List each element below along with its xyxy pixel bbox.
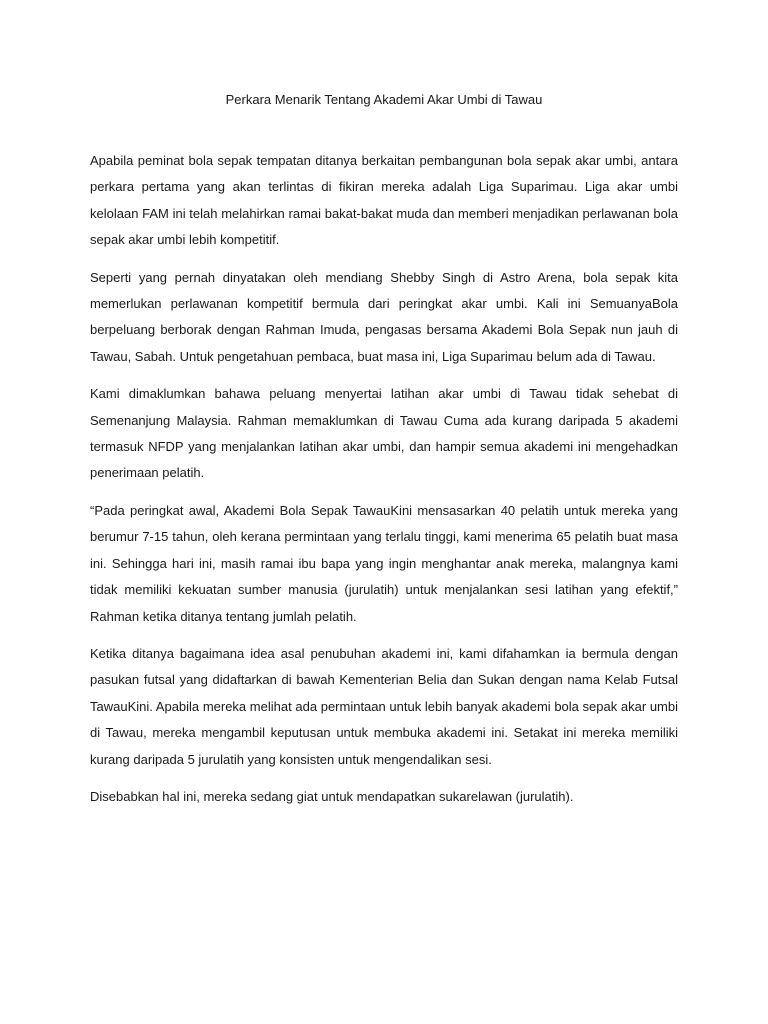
paragraph-1: Apabila peminat bola sepak tempatan ditanya berkaitan pembangunan bola sepak akar umbi, antara perkara pertama yang akan terlintas di fikiran mereka adalah Liga Suparimau. Liga akar umbi kelolaan FAM ini telah melahirkan ramai bakat-bakat muda dan memberi menjadikan perlawanan bola sepak akar umbi lebih kompetitif. — [90, 153, 678, 248]
document-title: Perkara Menarik Tentang Akademi Akar Umbi di Tawau — [225, 92, 543, 107]
paragraph-3: Kami dimaklumkan bahawa peluang menyertai latihan akar umbi di Tawau tidak sehebat di Semenanjung Malaysia. Rahman memaklumkan di Tawau Cuma ada kurang daripada 5 akademi termasuk NFDP yang menjalankan latihan akar umbi, dan hampir semua akademi ini mengehadkan penerimaan pelatih. — [90, 386, 678, 481]
paragraph-6: Disebabkan hal ini, mereka sedang giat untuk mendapatkan sukarelawan (jurulatih). — [90, 788, 574, 804]
paragraph-2: Seperti yang pernah dinyatakan oleh mendiang Shebby Singh di Astro Arena, bola sepak kita memerlukan perlawanan kompetitif bermula dari peringkat akar umbi. Kali ini SemuanyaBola berpeluang berborak dengan Rahman Imuda, pengasas bersama Akademi Bola Sepak nun jauh di Tawau, Sabah. Untuk pengetahuan pembaca, buat masa ini, Liga Suparimau belum ada di Tawau. — [90, 269, 678, 364]
document-body — [90, 148, 678, 821]
paragraph-5: Ketika ditanya bagaimana idea asal penubuhan akademi ini, kami difahamkan ia bermula dengan pasukan futsal yang didaftarkan di bawah Kementerian Belia dan Sukan dengan nama Kelab Futsal TawauKini. Apabila mereka melihat ada permintaan untuk lebih banyak akademi bola sepak akar umbi di Tawau, mereka mengambil keputusan untuk membuka akademi ini. Setakat ini mereka memiliki kurang daripada 5 jurulatih yang konsisten untuk mengendalikan sesi. — [90, 645, 678, 767]
paragraph-4: “Pada peringkat awal, Akademi Bola Sepak TawauKini mensasarkan 40 pelatih untuk mereka yang berumur 7-15 tahun, oleh kerana permintaan yang terlalu tinggi, kami menerima 65 pelatih buat masa ini. Sehingga hari ini, masih ramai ibu bapa yang ingin menghantar anak mereka, malangnya kami tidak memiliki kekuatan sumber manusia (jurulatih) untuk menjalankan sesi latihan yang efektif,” Rahman ketika ditanya tentang jumlah pelatih. — [90, 502, 678, 624]
